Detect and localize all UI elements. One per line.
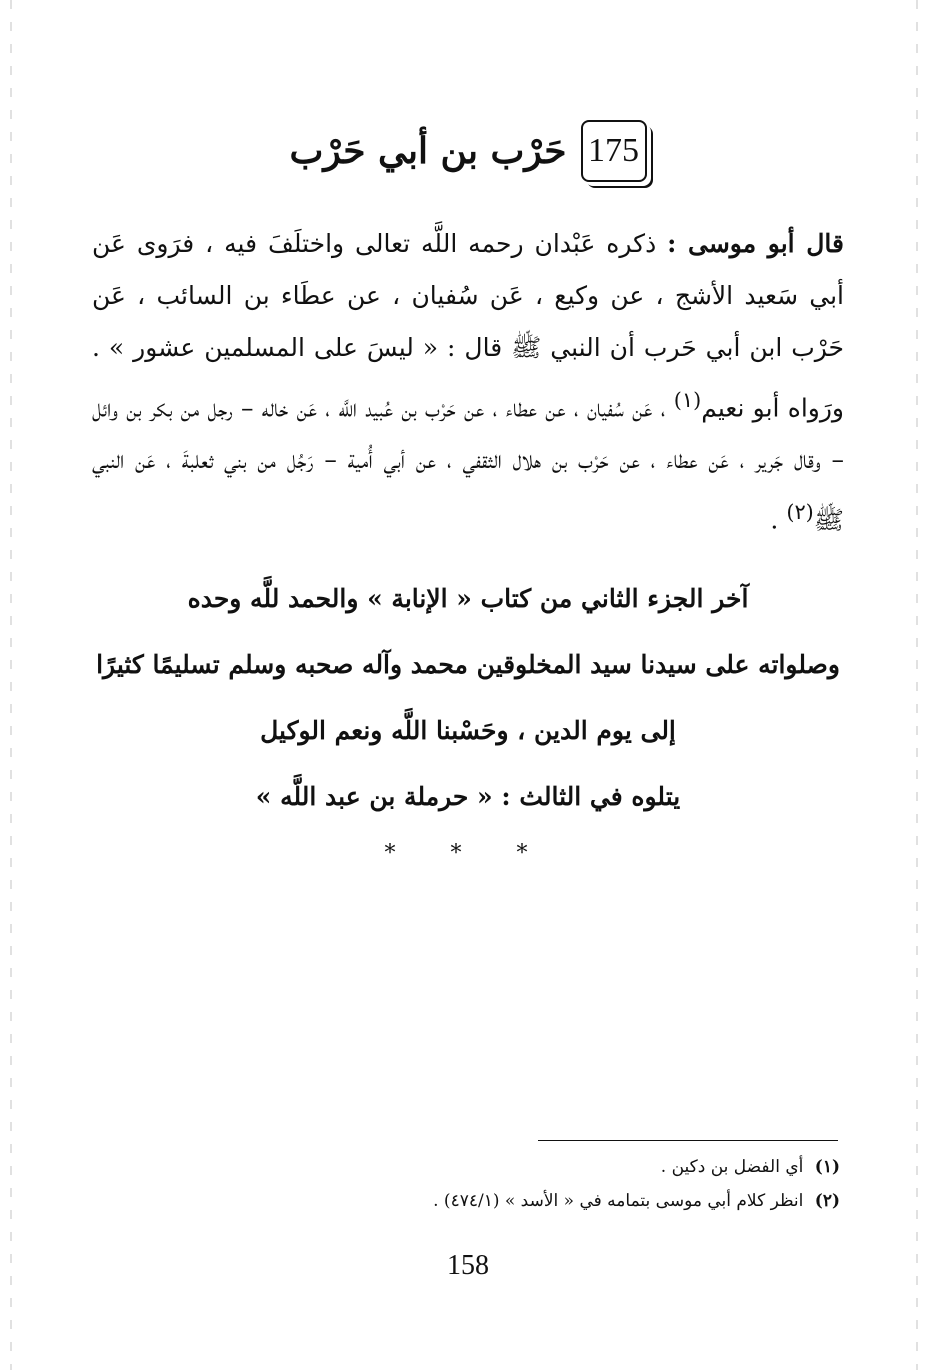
scan-edge-right: [916, 0, 918, 1370]
footnote-2: [300, 1184, 840, 1218]
colophon-line-4: يتلوه في الثالث : « حرملة بن عبد اللَّه »: [255, 782, 681, 811]
footnote-2-text: انظر كلام أبي موسى بتمامه في « الأسد » (٤٧٤/١) .: [433, 1191, 804, 1211]
footnote-1-text: أي الفضل بن دكين .: [660, 1157, 804, 1177]
footnote-2-number: (٢): [814, 1191, 840, 1211]
section-stars: * * *: [384, 841, 552, 866]
colophon-line-2: وصلواته على سيدنا سيد المخلوقين محمد وآله صحبه وسلم تسليمًا كثيرًا: [96, 650, 840, 679]
entry-header: [0, 120, 936, 182]
footnote-1-number: (١): [814, 1157, 840, 1177]
colophon-line-1: آخر الجزء الثاني من كتاب « الإنابة » والحمد للَّه وحده: [187, 584, 749, 613]
entry-text-end: .: [770, 505, 787, 535]
entry-lead: قال أبو موسى :: [667, 229, 844, 258]
entry-paragraph: [92, 218, 844, 547]
page-number: 158: [447, 1250, 489, 1281]
entry-number: 175: [588, 132, 640, 169]
entry-body: [92, 218, 844, 547]
entry-title: حَرْب بن أبي حَرْب: [289, 130, 567, 172]
entry-text-part1: ذكره عَبْدان رحمه اللَّه تعالى واختلَفَ فيه ، فرَوى عَن أبي سَعيد الأشج ، عن وكيع ، عَن سُفيان ، عن عطَاء بن السائب ، عَن حَرْب ابن أبي حَرب أن النبي ﷺ قال : « ليسَ على المسلمين عشور » . ورَواه أبو نعيم: [92, 229, 844, 423]
footnotes: [300, 1150, 840, 1218]
footnote-marker-1: (١): [673, 388, 702, 412]
colophon-line-3: إلى يوم الدين ، وحَسْبنا اللَّه ونعم الوكيل: [260, 716, 676, 745]
entry-text-part2: ، عَن سُفيان ، عن عطاء ، عن حَرْب بن عُبيد اللَّه ، عَن خاله – رجل من بكر بن وائل – وقال جَرير ، عَن عطاء ، عن حَرْب بن هلال الثقفي ، عن أبي أُمية – رَجُل من بني ثعلبةَ ، عَن النبي ﷺ: [92, 393, 844, 535]
colophon: [60, 566, 876, 874]
footnote-1: [300, 1150, 840, 1184]
entry-number-box: [581, 120, 647, 182]
footnote-marker-2: (٢): [786, 500, 814, 525]
scan-edge-left: [10, 0, 12, 1370]
footnote-rule: [538, 1140, 838, 1141]
